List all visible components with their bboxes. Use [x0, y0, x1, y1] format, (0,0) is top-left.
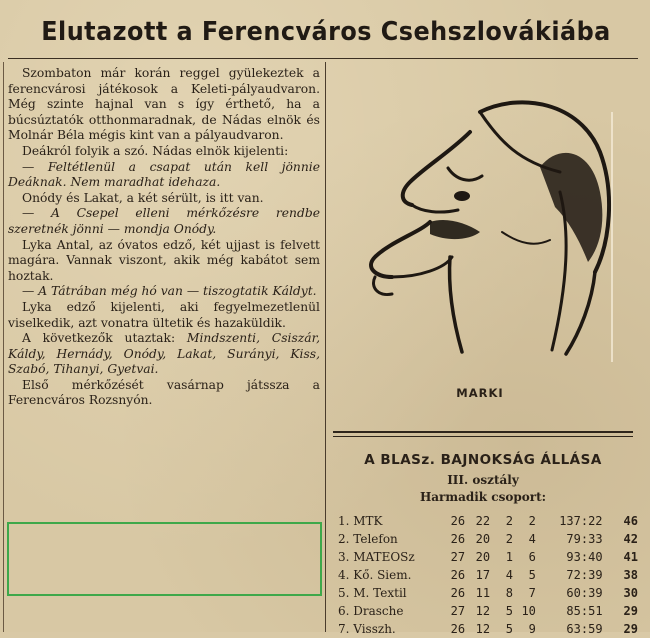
caricature-drawing [330, 72, 630, 402]
standings-group: Harmadik csoport: [419, 490, 547, 504]
standings-cell-name: 4. Kő. Siem. [338, 568, 412, 582]
standings-cell-l: 2 [528, 514, 536, 528]
travellers-lead: A következők utaztak: [22, 331, 187, 346]
article-quote: — A Csepel elleni mérkőzésre rendbe szeretnék jönni — mondja Onódy. [8, 206, 320, 236]
standings-cell-w: 11 [475, 586, 491, 600]
standings-row [338, 548, 638, 566]
article-paragraph: Lyka Antal, az óvatos edző, két ujjast is felvett magára. Vannak viszont, akik még kabátot sem hoztak. [8, 237, 320, 283]
article-paragraph: Lyka edző kijelenti, aki fegyelmezetlenül viselkedik, azt vonatra ültetik és hazaküldik. [8, 299, 320, 330]
article-column [8, 66, 320, 409]
standings-cell-pl: 26 [450, 586, 466, 600]
standings-cell-g: 93:40 [566, 550, 603, 564]
standings-cell-w: 22 [475, 514, 491, 528]
standings-cell-l: 7 [528, 586, 536, 600]
standings-cell-p: 30 [623, 586, 638, 600]
headline-rule [8, 58, 638, 59]
standings-cell-d: 2 [505, 514, 513, 528]
article-quote: — Feltétlenül a csapat után kell jönnie Deáknak. Nem maradhat idehaza. [8, 159, 320, 190]
standings-division: III. osztály [447, 473, 519, 487]
standings-cell-name: 2. Telefon [338, 532, 398, 546]
standings-cell-p: 41 [623, 550, 638, 564]
highlight-box [7, 522, 322, 596]
standings-row [338, 620, 638, 638]
travellers-names: Mindszenti, Csiszár, Káldy, Hernády, Onódy, Lakat, Surányi, Kiss, Szabó, Tihanyi, Gyetvai. [8, 331, 320, 377]
standings-cell-p: 29 [623, 604, 638, 618]
standings-cell-d: 1 [505, 550, 513, 564]
standings-cell-name: 5. M. Textil [338, 586, 407, 600]
standings-cell-g: 72:39 [566, 568, 603, 582]
standings-cell-p: 46 [623, 514, 638, 528]
section-rule [333, 431, 633, 433]
standings-cell-pl: 26 [450, 568, 466, 582]
standings-cell-l: 10 [521, 604, 536, 618]
standings-cell-d: 5 [505, 622, 513, 636]
standings-cell-pl: 26 [450, 622, 466, 636]
travellers-paragraph [8, 331, 320, 378]
standings-cell-g: 60:39 [566, 586, 603, 600]
standings-title: A BLASz. BAJNOKSÁG ÁLLÁSA [364, 452, 602, 468]
standings-cell-name: 7. Visszh. [338, 622, 396, 636]
standings-cell-p: 29 [623, 622, 638, 636]
standings-cell-l: 5 [528, 568, 536, 582]
article-paragraph: Deákról folyik a szó. Nádas elnök kijelenti: [22, 143, 289, 158]
standings-cell-l: 4 [528, 532, 536, 546]
standings-cell-p: 42 [623, 532, 638, 546]
standings-cell-d: 2 [505, 532, 513, 546]
standings-cell-g: 137:22 [559, 514, 603, 528]
standings-cell-l: 6 [528, 550, 536, 564]
article-paragraph: Első mérkőzését vasárnap játssza a Ferencváros Rozsnyón. [8, 377, 320, 408]
standings-cell-g: 63:59 [566, 622, 603, 636]
standings-body [338, 512, 638, 638]
standings-cell-l: 9 [528, 622, 536, 636]
standings-cell-g: 85:51 [566, 604, 603, 618]
standings-cell-pl: 27 [450, 604, 466, 618]
standings-cell-w: 17 [475, 568, 491, 582]
standings-cell-d: 4 [505, 568, 513, 582]
standings-cell-pl: 26 [450, 514, 466, 528]
standings-row [338, 512, 638, 530]
standings-row [338, 530, 638, 548]
standings-cell-name: 6. Drasche [338, 604, 404, 618]
left-border-line [3, 62, 4, 632]
standings-cell-w: 20 [475, 532, 491, 546]
standings-cell-d: 8 [505, 586, 513, 600]
image-caption: MARKI [456, 386, 504, 400]
standings-cell-w: 12 [475, 604, 491, 618]
article-paragraph: Onódy és Lakat, a két sérült, is itt van. [22, 190, 264, 205]
standings-row [338, 566, 638, 584]
column-separator [325, 62, 326, 632]
standings-row [338, 602, 638, 620]
standings-cell-d: 5 [505, 604, 513, 618]
standings-cell-pl: 26 [450, 532, 466, 546]
headline: Elutazott a Ferencváros Csehszlovákiába [41, 17, 611, 47]
standings-cell-g: 79:33 [566, 532, 603, 546]
standings-table [338, 512, 638, 638]
standings-cell-pl: 27 [450, 550, 466, 564]
standings-row [338, 584, 638, 602]
article-paragraph: Szombaton már korán reggel gyülekeztek a ferencvárosi játékosok a Keleti-pályaudvaron. Még szinte hajnal van s így érthető, ha a búcsúztatók otthonmaradnak, de Nádas elnök és Molnár Béla mégis kint van a pályaudvaron. [8, 66, 320, 143]
article-quote: — A Tátrában még hó van — tiszogtatik Káldyt. [22, 284, 317, 299]
standings-cell-name: 3. MATEOSz [338, 550, 415, 564]
section-rule-thin [333, 436, 633, 437]
standings-cell-p: 38 [623, 568, 638, 582]
standings-cell-w: 20 [475, 550, 491, 564]
standings-cell-name: 1. MTK [338, 514, 383, 528]
standings-cell-w: 12 [475, 622, 491, 636]
